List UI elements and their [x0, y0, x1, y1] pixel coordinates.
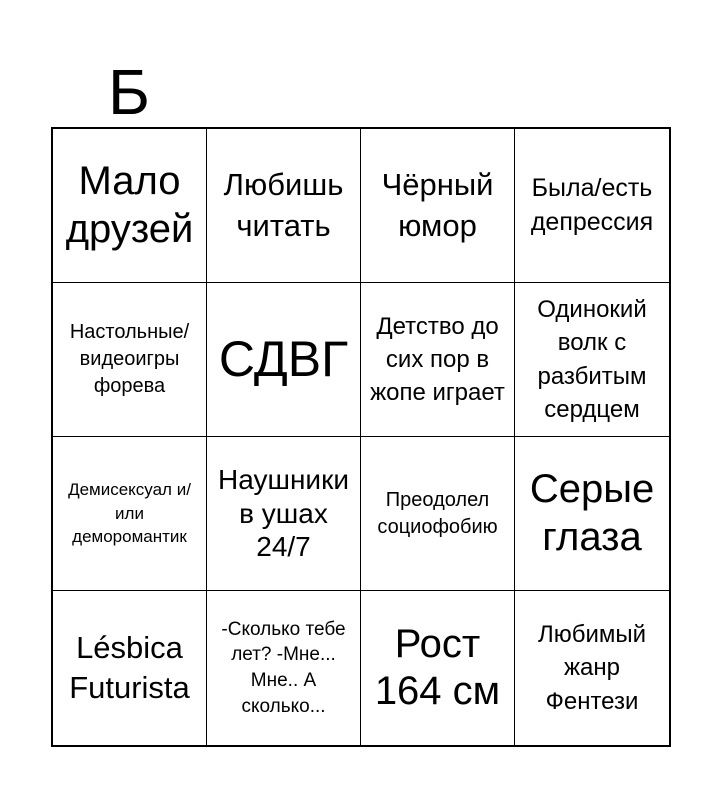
bingo-cell[interactable] [361, 591, 515, 745]
bingo-cell-text: Рост 164 см [374, 621, 501, 713]
bingo-board [51, 127, 671, 747]
bingo-cell[interactable] [361, 283, 515, 437]
bingo-cell[interactable] [53, 283, 207, 437]
bingo-cell-text: Демисексуал и/или деморомантик [68, 479, 191, 547]
bingo-cell[interactable] [361, 129, 515, 283]
bingo-cell[interactable] [53, 437, 207, 591]
bingo-cell[interactable] [207, 283, 361, 437]
bingo-cell-text: СДВГ [218, 331, 349, 388]
bingo-cell[interactable] [207, 591, 361, 745]
bingo-cell[interactable] [515, 129, 669, 283]
bingo-cell[interactable] [515, 591, 669, 745]
bingo-cell-text: Наушники в ушах 24/7 [218, 464, 349, 563]
bingo-cell-text: Мало друзей [65, 159, 194, 251]
bingo-cell-text: Серые глаза [529, 467, 655, 559]
bingo-cell[interactable] [515, 437, 669, 591]
bingo-cell[interactable] [53, 591, 207, 745]
bingo-cell-text: Была/есть депрессия [530, 174, 654, 236]
bingo-title [0, 52, 723, 132]
bingo-cell[interactable] [53, 129, 207, 283]
bingo-cell-text: Любимый жанр Фентези [537, 621, 647, 715]
bingo-cell[interactable] [515, 283, 669, 437]
bingo-cell-text: Любишь читать [223, 167, 344, 243]
bingo-cell-text: Настольные/ видеоигры форева [69, 321, 190, 397]
bingo-title-letter: Б [108, 56, 150, 128]
bingo-cell-text: -Сколько тебе лет? -Мне... Мне.. А сколько... [221, 618, 346, 717]
bingo-cell[interactable] [361, 437, 515, 591]
bingo-cell-text: Детство до сих пор в жопе играет [370, 312, 505, 407]
bingo-cell-text: Преодолел социофобию [377, 488, 498, 538]
bingo-cell-text: Одинокий волк с разбитым сердцем [537, 296, 647, 423]
bingo-cell[interactable] [207, 437, 361, 591]
bingo-cell[interactable] [207, 129, 361, 283]
bingo-cell-text: Lésbica Futurista [69, 629, 190, 705]
bingo-cell-text: Чёрный юмор [381, 167, 494, 243]
